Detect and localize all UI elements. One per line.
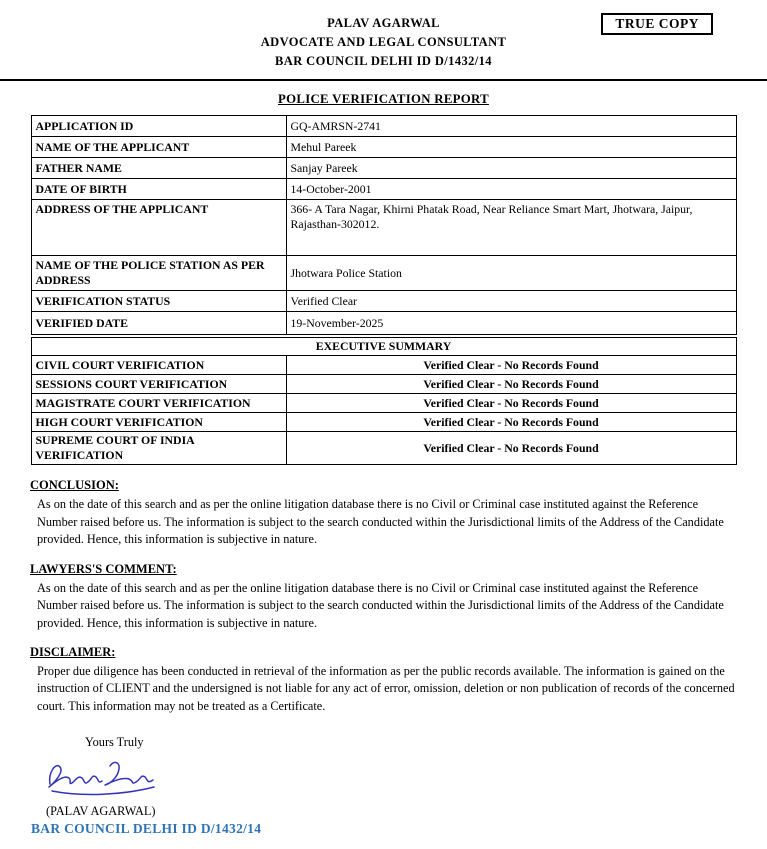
- signatory-bar-council-id: BAR COUNCIL DELHI ID D/1432/14: [31, 821, 262, 837]
- header-divider: [0, 79, 767, 81]
- true-copy-label: TRUE COPY: [615, 16, 699, 31]
- advocate-bar-council-id: BAR COUNCIL DELHI ID D/1432/14: [275, 53, 492, 68]
- disclaimer-heading: DISCLAIMER:: [30, 644, 116, 659]
- table-row: [31, 158, 736, 179]
- row-label: HIGH COURT VERIFICATION: [31, 413, 286, 432]
- row-value: Verified Clear - No Records Found: [286, 394, 736, 413]
- row-value: Verified Clear - No Records Found: [286, 413, 736, 432]
- executive-summary-table: [31, 337, 737, 465]
- row-value: 14-October-2001: [286, 179, 736, 200]
- row-label: FATHER NAME: [31, 158, 286, 179]
- conclusion-section: [30, 478, 737, 548]
- table-row: [31, 200, 736, 256]
- table-row: [31, 179, 736, 200]
- row-label: NAME OF THE APPLICANT: [31, 137, 286, 158]
- row-label: VERIFICATION STATUS: [31, 291, 286, 312]
- row-label: NAME OF THE POLICE STATION AS PER ADDRESS: [31, 256, 286, 291]
- row-value: 366- A Tara Nagar, Khirni Phatak Road, Near Reliance Smart Mart, Jhotwara, Jaipur, Rajasthan-302012.: [286, 200, 736, 256]
- row-value: Mehul Pareek: [286, 137, 736, 158]
- row-label: SUPREME COURT OF INDIA VERIFICATION: [31, 432, 286, 465]
- table-row: [31, 312, 736, 335]
- table-row: [31, 413, 736, 432]
- lawyers-comment-text: As on the date of this search and as per the online litigation database there is no Civil or Criminal case instituted against the Reference Number raised before us. The information is subject to the search conducted within the Jurisdictional limits of the Address of the Candidate provided. Hence, this information is subjective in nature.: [37, 580, 724, 630]
- row-label: SESSIONS COURT VERIFICATION: [31, 375, 286, 394]
- conclusion-heading: CONCLUSION:: [30, 478, 119, 493]
- disclaimer-section: [30, 645, 737, 715]
- true-copy-stamp: [601, 13, 713, 35]
- disclaimer-text: Proper due diligence has been conducted in retrieval of the information as per the public records available. The information is gained on the instruction of CLIENT and the undersigned is not liable for any act of error, omission, deletion or non publication of records of the concerned court. This information may not be treated as a Certificate.: [37, 663, 735, 713]
- row-label: ADDRESS OF THE APPLICANT: [31, 200, 286, 256]
- advocate-designation: ADVOCATE AND LEGAL CONSULTANT: [260, 34, 507, 49]
- row-value: Sanjay Pareek: [286, 158, 736, 179]
- table-header-row: [31, 338, 736, 356]
- signature-image: [38, 754, 158, 802]
- table-row: [31, 432, 736, 465]
- document-body: [30, 478, 737, 837]
- row-value: Verified Clear: [286, 291, 736, 312]
- advocate-name: PALAV AGARWAL: [327, 16, 440, 30]
- letterhead: [0, 0, 767, 70]
- row-value: Verified Clear - No Records Found: [286, 356, 736, 375]
- row-label: MAGISTRATE COURT VERIFICATION: [31, 394, 286, 413]
- row-value: 19-November-2025: [286, 312, 736, 335]
- table-row: [31, 137, 736, 158]
- table-row: [31, 116, 736, 137]
- lawyers-comment-section: [30, 562, 737, 632]
- signatory-name: (PALAV AGARWAL): [46, 804, 156, 819]
- table-row: [31, 375, 736, 394]
- table-row: [31, 256, 736, 291]
- table-row: [31, 356, 736, 375]
- applicant-details-table: [31, 115, 737, 335]
- closing-line: Yours Truly: [85, 735, 144, 750]
- row-label: APPLICATION ID: [31, 116, 286, 137]
- table-row: [31, 291, 736, 312]
- row-label: CIVIL COURT VERIFICATION: [31, 356, 286, 375]
- executive-summary-title: EXECUTIVE SUMMARY: [31, 338, 736, 356]
- row-label: DATE OF BIRTH: [31, 179, 286, 200]
- row-label: VERIFIED DATE: [31, 312, 286, 335]
- conclusion-text: As on the date of this search and as per the online litigation database there is no Civil or Criminal case instituted against the Reference Number raised before us. The information is subject to the search conducted within the Jurisdictional limits of the Address of the Candidate provided. Hence, this information is subjective in nature.: [37, 497, 724, 547]
- lawyers-comment-heading: LAWYERS'S COMMENT:: [30, 561, 177, 576]
- table-row: [31, 394, 736, 413]
- row-value: Verified Clear - No Records Found: [286, 432, 736, 465]
- row-value: Jhotwara Police Station: [286, 256, 736, 291]
- report-title: POLICE VERIFICATION REPORT: [278, 92, 489, 107]
- row-value: GQ-AMRSN-2741: [286, 116, 736, 137]
- row-value: Verified Clear - No Records Found: [286, 375, 736, 394]
